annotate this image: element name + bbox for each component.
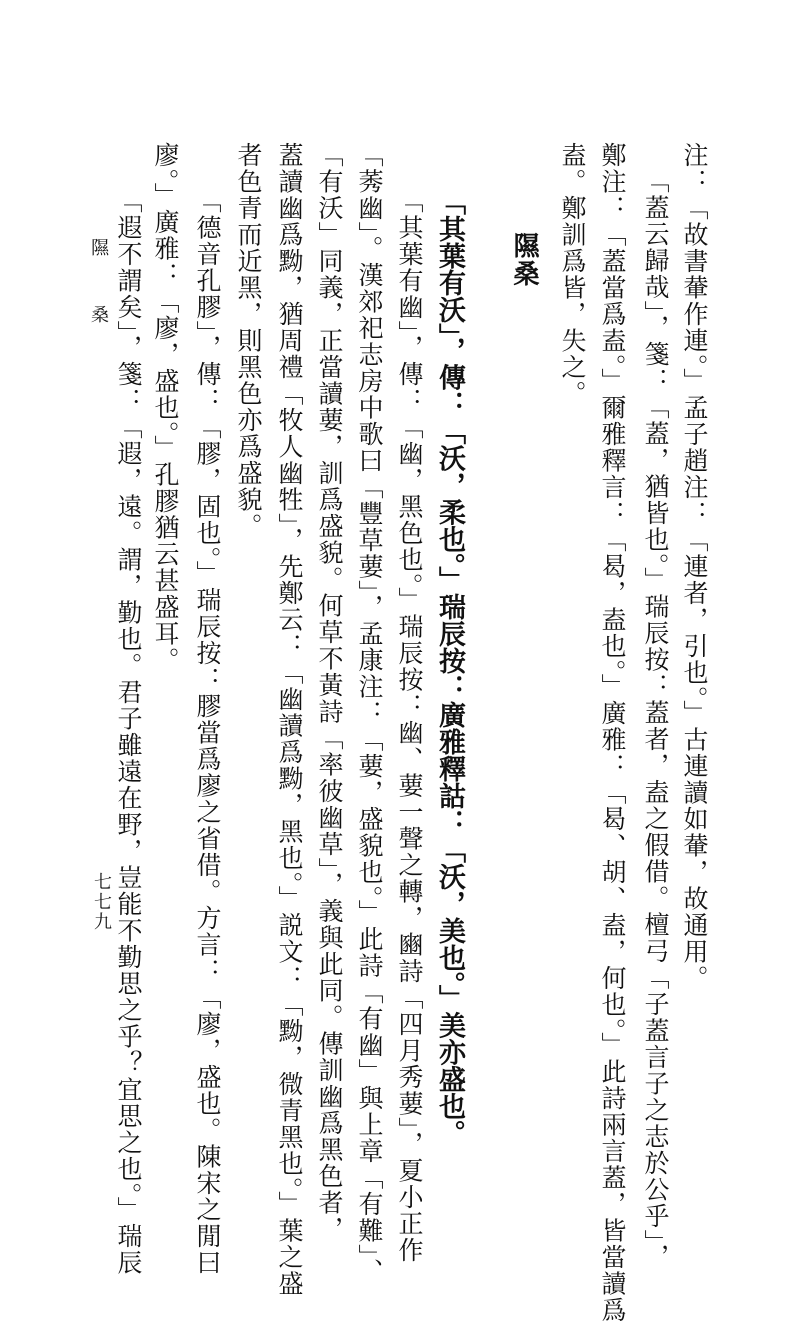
section-heading: 隰桑 — [509, 232, 539, 288]
text-column-10: 者色青而近黑，則黑色亦爲盛貌。 — [234, 142, 263, 540]
text-column-3: 鄭注：「蓋當爲盍。」爾雅釋言：「曷，盍也。」廣雅：「曷、胡、盍，何也。」此詩兩言蓋，皆當讀爲 — [598, 142, 627, 1324]
text-column-6: 「其葉有幽」，傳：「幽，黑色也。」瑞辰按：幽、葽一聲之轉，豳詩「四月秀葽」，夏小正作 — [395, 188, 424, 1264]
text-column-8: 「有沃」同義，正當讀葽，訓爲盛貌。何草不黃詩「率彼幽草」，義與此同。傳訓幽爲黑色者， — [315, 142, 344, 1243]
text-column-4: 盍。鄭訓爲皆，失之。 — [558, 142, 587, 407]
text-column-1: 注：「故書輂作連。」孟子趙注：「連者，引也。」古連讀如輂，故通用。 — [680, 142, 709, 992]
text-column-13: 「遐不謂矣」，箋：「遐，遠。謂，勤也。君子雖遠在野，豈能不勤思之乎？宜思之也。」瑞辰 — [114, 188, 143, 1276]
text-column-7: 「莠幽」。漢郊祀志房中歌曰「豐草葽」，孟康注：「葽，盛貌也。」此詩「有幽」與上章「有難」、 — [355, 142, 384, 1285]
text-column-11: 「德音孔膠」，傳：「膠，固也。」瑞辰按：膠當爲廖之省借。方言：「廖，盛也。陳宋之閒曰 — [193, 188, 222, 1276]
text-column-9: 蓋讀幽爲黝，猶周禮「牧人幽牲」，先鄭云：「幽讀爲黝，黑也。」説文：「黝，微青黑也。」葉之盛 — [275, 142, 304, 1297]
running-title: 隰 桑 — [88, 238, 109, 337]
text-column-5: 「其葉有沃」，傳：「沃，柔也。」瑞辰按：廣雅釋詁：「沃，美也。」美亦盛也。 — [434, 188, 465, 1147]
text-column-2: 「蓋云歸哉」，箋：「蓋，猶皆也。」瑞辰按：蓋者，盍之假借。檀弓「子蓋言子之志於公乎」， — [641, 168, 670, 1270]
text-column-12: 廖。」廣雅：「廖，盛也。」孔膠猶云甚盛耳。 — [151, 142, 180, 674]
page-number: 七七九 — [91, 872, 112, 932]
